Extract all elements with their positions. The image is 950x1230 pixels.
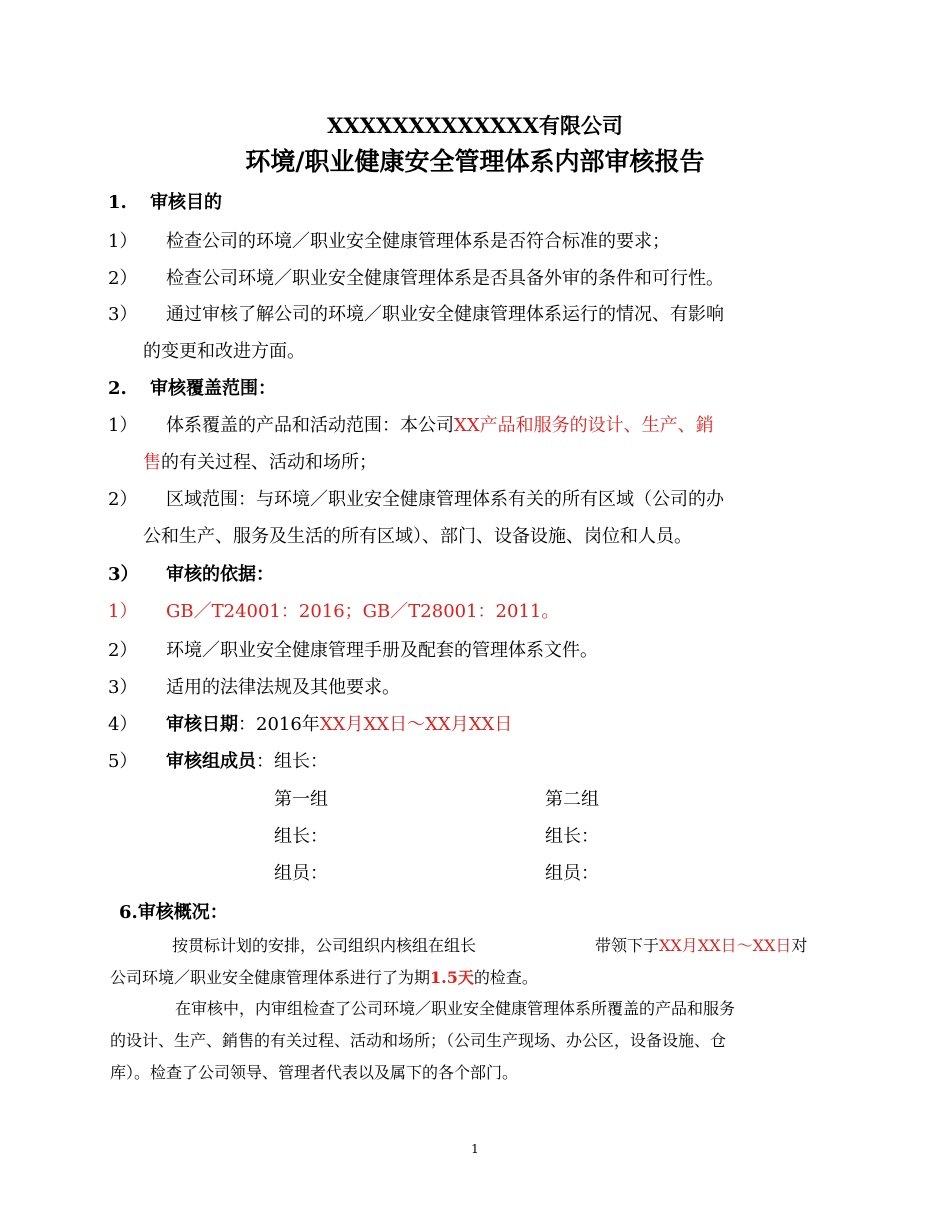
s1-item-2: 2） 检查公司环境／职业安全健康管理体系是否具备外审的条件和可行性。: [108, 268, 724, 289]
s6-p2-line3: 库）。检查了公司领导、管理者代表以及属下的各个部门。: [110, 1063, 519, 1082]
s2-item-1-cont: 售的有关过程、活动和场所；: [143, 452, 377, 473]
group-1-name: 第一组: [274, 789, 328, 810]
s2-item-1: 1） 体系覆盖的产品和活动范围：本公司XX产品和服务的设计、生产、銷: [108, 415, 714, 436]
s2-item-2: 2） 区域范围：与环境／职业安全健康管理体系有关的所有区域（公司的办: [108, 489, 724, 510]
s3-item-3: 3） 适用的法律法规及其他要求。: [108, 677, 400, 698]
group-2-member: 组员：: [545, 863, 599, 884]
page-number: 1: [471, 1142, 479, 1156]
s1-item-3-cont: 的变更和改进方面。: [143, 341, 305, 362]
s6-p2-line2: 的设计、生产、銷售的有关过程、活动和场所；（公司生产现场、办公区，设备设施、仓: [110, 1031, 727, 1050]
s6-p1-line1a: 按贯标计划的安排，公司组织内核组在组长: [172, 936, 477, 955]
s1-item-3: 3） 通过审核了解公司的环境／职业安全健康管理体系运行的情况、有影响: [108, 304, 724, 325]
s3-item-2: 2） 环境／职业安全健康管理手册及配套的管理体系文件。: [108, 640, 598, 661]
s6-p1-line1b: 带领下于XX月XX日～XX日对: [595, 936, 808, 955]
group-2-leader: 组长：: [545, 826, 599, 847]
section-3-heading: 3） 审核的依据：: [108, 564, 274, 585]
group-1-leader: 组长：: [274, 826, 328, 847]
group-1-member: 组员：: [274, 863, 328, 884]
s2-item-2-cont: 公和生产、服务及生活的所有区域）、部门、设备设施、岗位和人员。: [143, 526, 692, 547]
section-6-heading: 6.审核概况：: [119, 902, 228, 923]
s1-item-1: 1） 检查公司的环境／职业安全健康管理体系是否符合标准的要求；: [108, 231, 670, 252]
company-title: XXXXXXXXXXXXX有限公司: [327, 113, 623, 138]
audit-date: 4） 审核日期：2016年XX月XX日～XX月XX日: [108, 714, 513, 735]
section-1-heading: 1. 审核目的: [108, 192, 222, 213]
s3-item-1: 1） GB／T24001：2016；GB／T28001：2011。: [108, 601, 560, 622]
section-2-heading: 2. 审核覆盖范围：: [108, 378, 276, 399]
s6-p1-line2: 公司环境／职业安全健康管理体系进行了为期1.5天的检查。: [110, 968, 538, 987]
report-title: 环境/职业健康安全管理体系内部审核报告: [245, 147, 705, 176]
s6-p2-line1: 在审核中，内审组检查了公司环境／职业安全健康管理体系所覆盖的产品和服务: [175, 999, 736, 1018]
group-2-name: 第二组: [545, 789, 599, 810]
audit-members: 5） 审核组成员：组长：: [108, 751, 328, 772]
